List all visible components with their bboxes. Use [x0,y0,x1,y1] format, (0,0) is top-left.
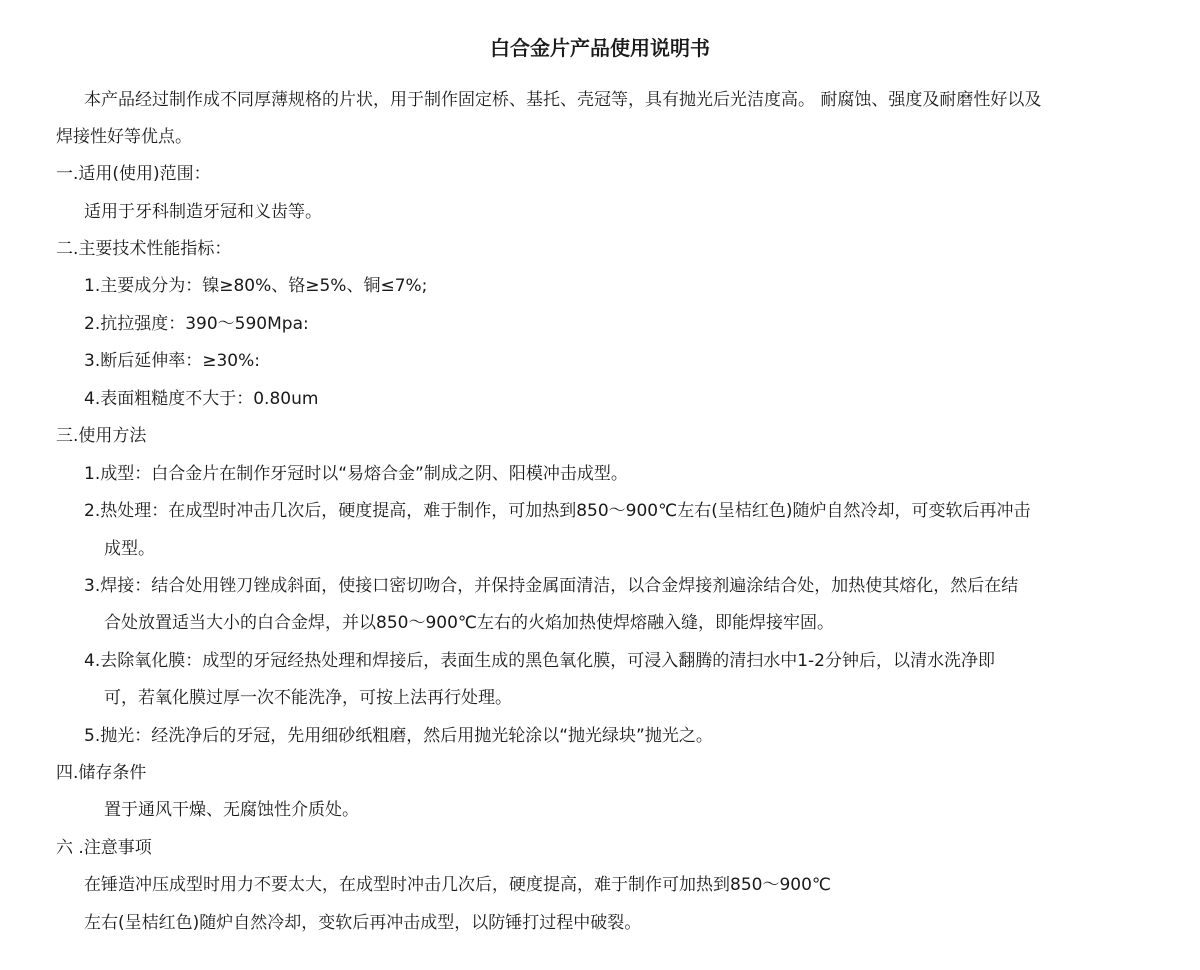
intro-line-2: 焊接性好等优点。 [56,127,192,147]
method-item-welding-line-1: 3.焊接：结合处用锉刀锉成斜面，使接口密切吻合，并保持金属面清洁，以合金焊接剂遍涂结合处，加热使其熔化，然后在结 [84,576,1019,596]
section-6-line-2: 左右(呈桔红色)随炉自然冷却，变软后再冲击成型，以防锤打过程中破裂。 [84,913,642,933]
method-item-forming: 1.成型：白合金片在制作牙冠时以“易熔合金”制成之阴、阳模冲击成型。 [84,464,628,484]
section-6-line-1: 在锤造冲压成型时用力不要太大，在成型时冲击几次后，硬度提高，难于制作可加热到850～900℃ [84,875,831,895]
spec-item-roughness: 4.表面粗糙度不大于：0.80um [84,389,319,409]
section-6-heading: 六 .注意事项 [56,838,152,858]
method-item-oxide-removal-line-1: 4.去除氧化膜：成型的牙冠经热处理和焊接后，表面生成的黑色氧化膜，可浸入翻腾的清扫水中1-2分钟后，以清水洗净即 [84,651,995,671]
method-item-welding-line-2: 合处放置适当大小的白合金焊，并以850～900℃左右的火焰加热使焊熔融入缝，即能焊接牢固。 [104,613,834,633]
intro-line-1: 本产品经过制作成不同厚薄规格的片状，用于制作固定桥、基托、壳冠等，具有抛光后光洁度高。 耐腐蚀、强度及耐磨性好以及 [84,90,1042,110]
method-item-polishing: 5.抛光：经洗净后的牙冠，先用细砂纸粗磨，然后用抛光轮涂以“抛光绿块”抛光之。 [84,726,713,746]
spec-item-tensile-strength: 2.抗拉强度：390～590Mpa: [84,314,309,334]
document-title: 白合金片产品使用说明书 [490,36,710,60]
section-3-heading: 三.使用方法 [56,426,147,446]
spec-item-elongation: 3.断后延伸率：≥30%: [84,351,260,371]
section-2-heading: 二.主要技术性能指标： [56,239,232,259]
spec-item-composition: 1.主要成分为：镍≥80%、铬≥5%、铜≤7%; [84,276,428,296]
section-1-heading: 一.适用(使用)范围： [56,164,211,184]
method-item-heat-treatment-line-1: 2.热处理：在成型时冲击几次后，硬度提高，难于制作，可加热到850～900℃左右(呈桔红色)随炉自然冷却，可变软后再冲击 [84,501,1031,521]
section-4-heading: 四.储存条件 [56,763,147,783]
section-1-body: 适用于牙科制造牙冠和义齿等。 [84,202,322,222]
method-item-heat-treatment-line-2: 成型。 [104,539,155,559]
section-4-body: 置于通风干燥、无腐蚀性介质处。 [104,800,359,820]
method-item-oxide-removal-line-2: 可，若氧化膜过厚一次不能洗净，可按上法再行处理。 [104,688,512,708]
